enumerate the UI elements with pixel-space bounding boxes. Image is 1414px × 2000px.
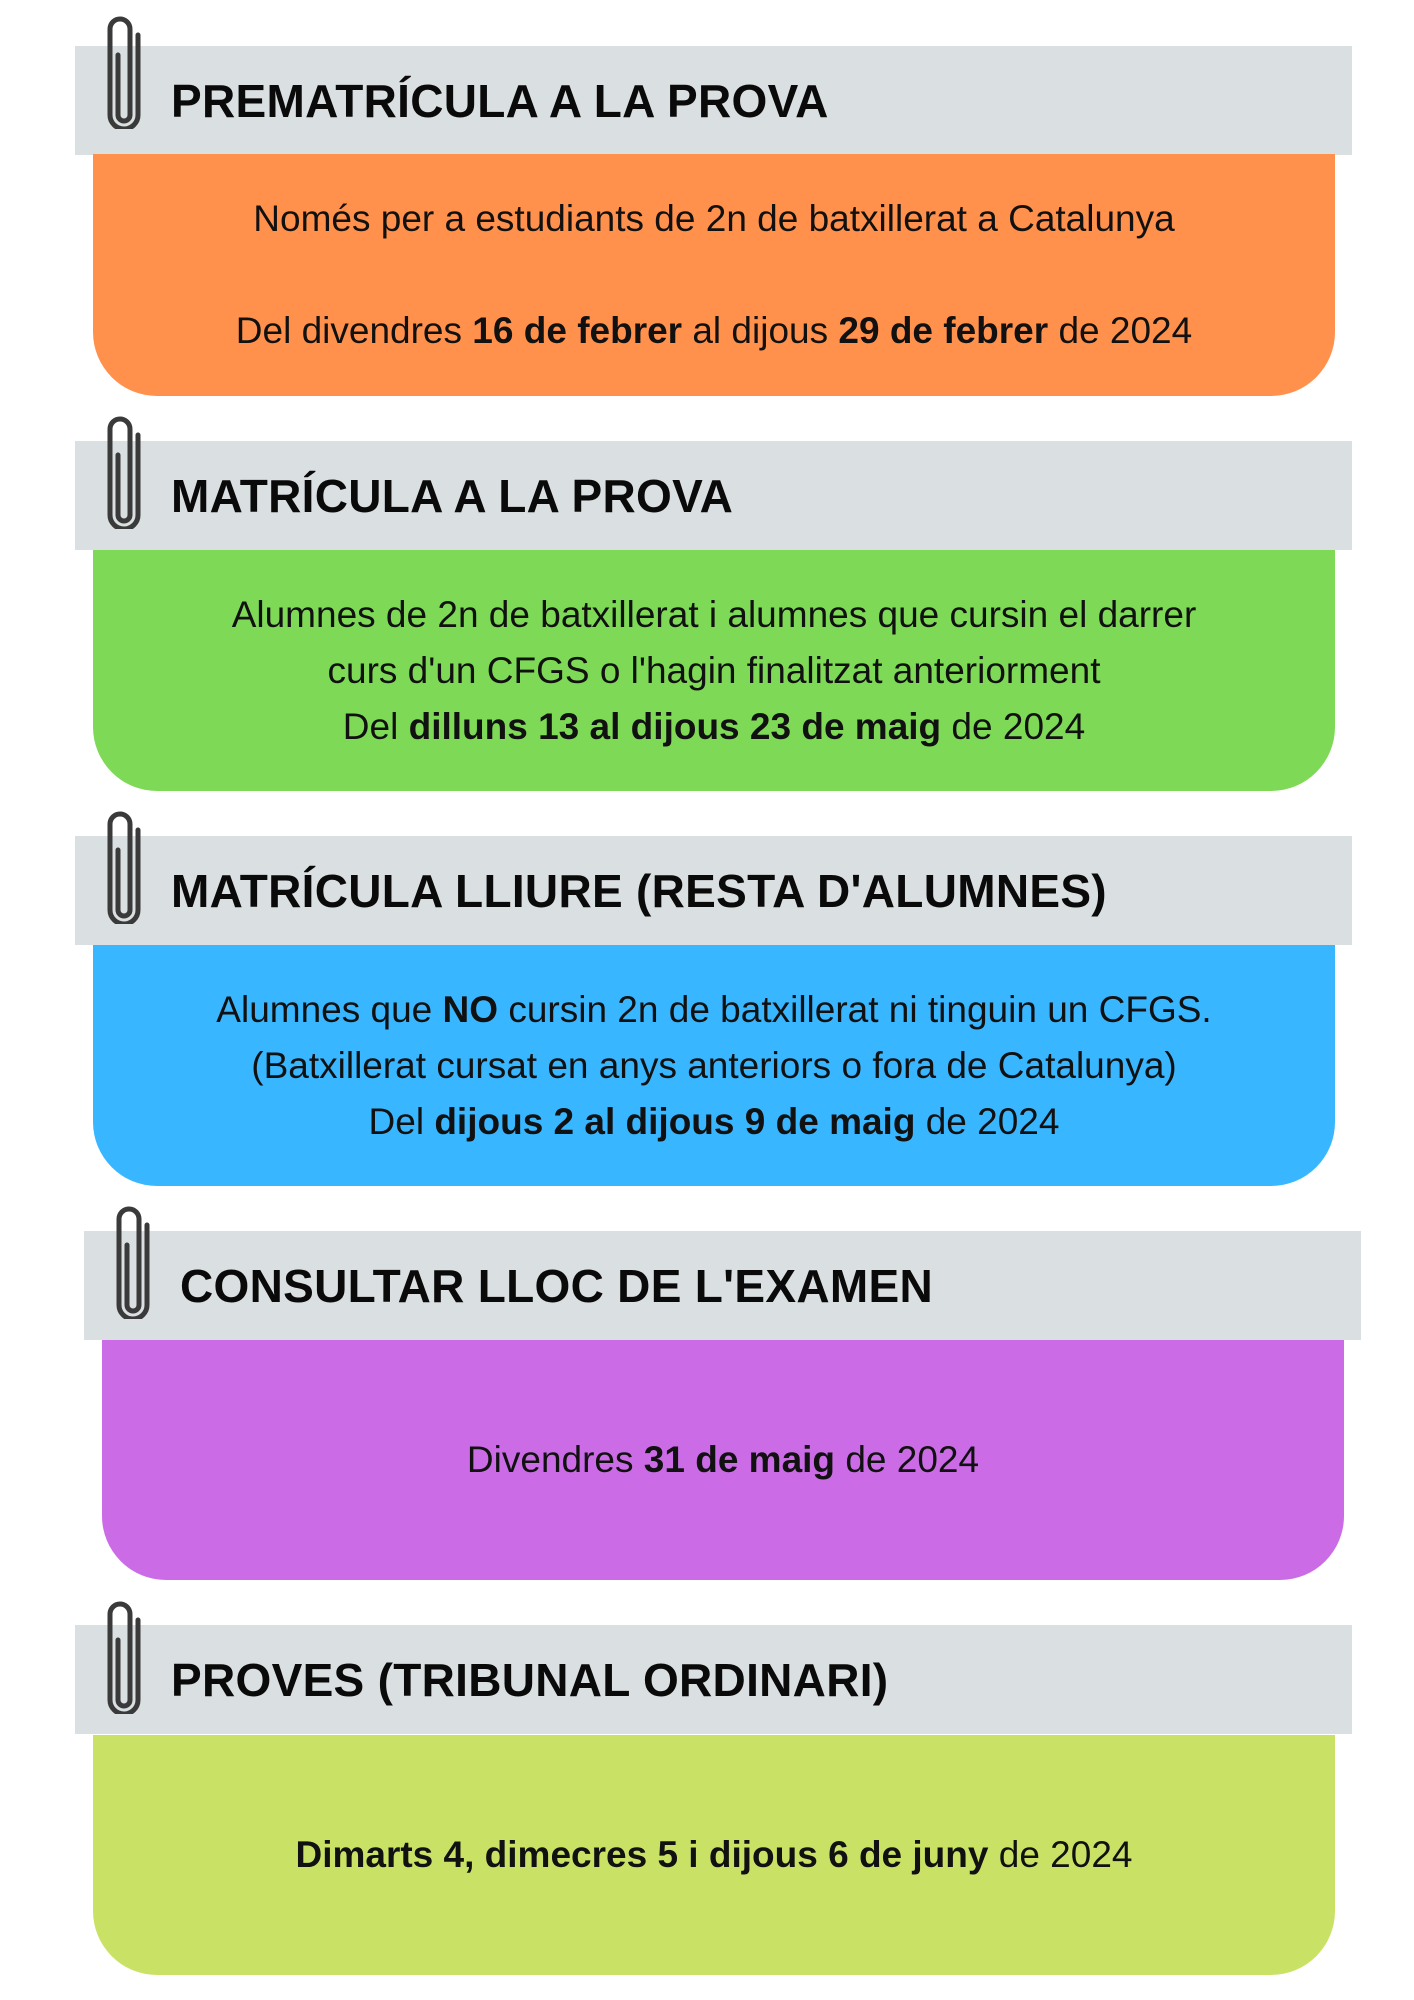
audience-text: curs d'un CFGS o l'hagin finalitzat anteriorment bbox=[327, 649, 1101, 691]
audience-note: (Batxillerat cursat en anys anteriors o fora de Catalunya) bbox=[251, 1044, 1177, 1086]
section-body-consultar-lloc bbox=[102, 1340, 1344, 1580]
section-title: MATRÍCULA LLIURE (RESTA D'ALUMNES) bbox=[171, 864, 1107, 917]
section-title: CONSULTAR LLOC DE L'EXAMEN bbox=[180, 1259, 934, 1312]
date-text: Divendres 31 de maig de 2024 bbox=[466, 1439, 980, 1480]
section-header-matricula-lliure bbox=[75, 836, 1352, 945]
paperclip-icon bbox=[104, 810, 144, 924]
paperclip-icon bbox=[113, 1205, 153, 1319]
section-body-matricula bbox=[93, 550, 1335, 791]
date-text: Del dijous 2 al dijous 9 de maig de 2024 bbox=[368, 1100, 1060, 1142]
date-text: Del dilluns 13 al dijous 23 de maig de 2024 bbox=[342, 705, 1086, 747]
section-body-matricula-lliure bbox=[93, 945, 1335, 1186]
section-title: PREMATRÍCULA A LA PROVA bbox=[171, 74, 829, 127]
section-header-consultar-lloc bbox=[84, 1231, 1361, 1340]
audience-text: Només per a estudiants de 2n de batxillerat a Catalunya bbox=[253, 198, 1175, 239]
paperclip-icon bbox=[104, 415, 144, 529]
audience-text: Alumnes que NO cursin 2n de batxillerat ni tinguin un CFGS. bbox=[216, 988, 1212, 1030]
date-text: Dimarts 4, dimecres 5 i dijous 6 de juny de 2024 bbox=[295, 1834, 1133, 1875]
date-text: Del divendres 16 de febrer al dijous 29 de febrer de 2024 bbox=[235, 310, 1193, 351]
audience-text: Alumnes de 2n de batxillerat i alumnes que cursin el darrer bbox=[231, 593, 1197, 635]
section-header-prematricula bbox=[75, 46, 1352, 155]
section-title: PROVES (TRIBUNAL ORDINARI) bbox=[171, 1653, 889, 1706]
section-body-prematricula bbox=[93, 154, 1335, 396]
section-header-proves bbox=[75, 1625, 1352, 1734]
paperclip-icon bbox=[104, 15, 144, 129]
paperclip-icon bbox=[104, 1600, 144, 1714]
section-title: MATRÍCULA A LA PROVA bbox=[171, 469, 734, 522]
section-body-proves bbox=[93, 1735, 1335, 1975]
section-header-matricula bbox=[75, 441, 1352, 550]
